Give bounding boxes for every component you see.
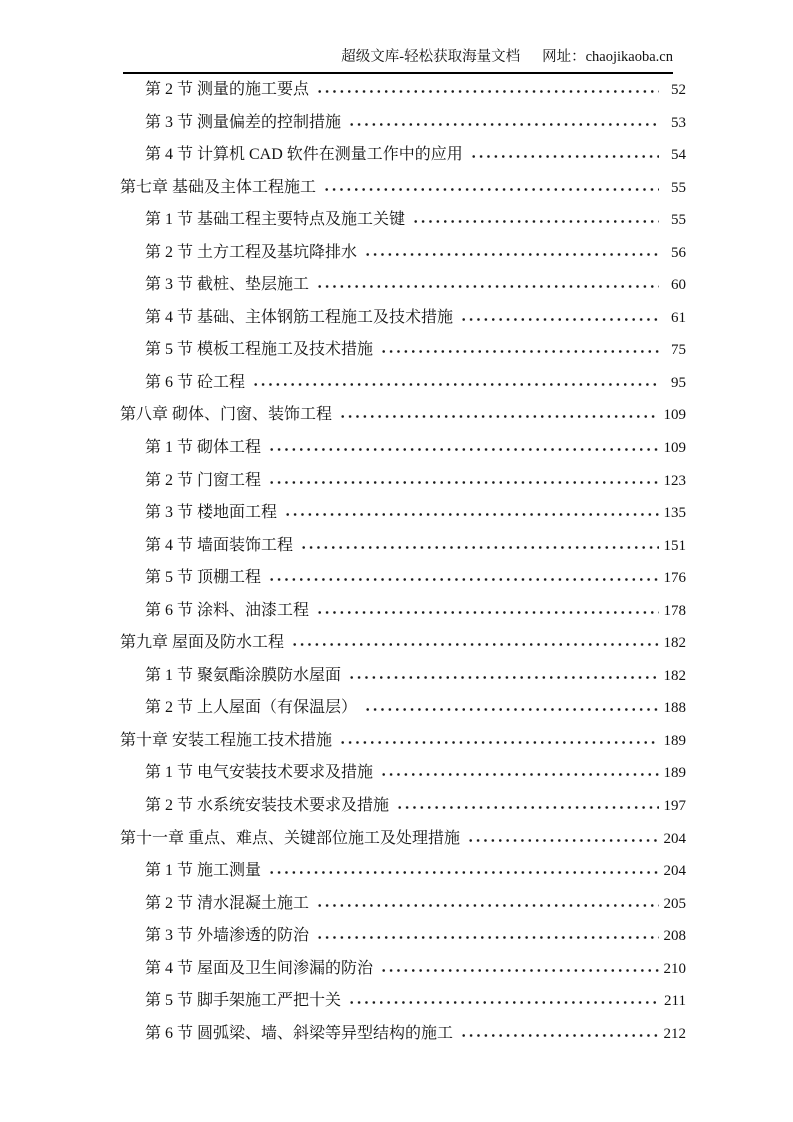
toc-entry-label: 第 2 节 水系统安装技术要求及措施 [145, 797, 390, 815]
dot-leader [380, 772, 658, 777]
toc-entry-label: 第 1 节 聚氨酯涂膜防水屋面 [145, 666, 342, 684]
dot-leader [348, 675, 658, 680]
toc-entry-label: 第 5 节 模板工程施工及技术措施 [145, 341, 374, 359]
toc-entry-label: 第 5 节 顶棚工程 [145, 569, 262, 587]
toc-entry-label: 第八章 砌体、门窗、装饰工程 [120, 406, 333, 424]
dot-leader [460, 1033, 658, 1038]
toc-entry[interactable] [120, 1018, 686, 1051]
dot-leader [268, 577, 658, 582]
dot-leader [252, 382, 659, 387]
toc-entry-page: 182 [663, 667, 686, 684]
dot-leader [467, 838, 658, 843]
toc-entry-label: 第 1 节 电气安装技术要求及措施 [145, 764, 374, 782]
toc-entry-page: 55 [671, 212, 686, 229]
toc-entry[interactable] [120, 269, 686, 302]
toc-entry[interactable] [120, 595, 686, 628]
toc-list [120, 74, 686, 1050]
toc-entry-page: 188 [663, 700, 686, 717]
dot-leader [268, 870, 658, 875]
toc-entry-label: 第九章 屋面及防水工程 [120, 634, 285, 652]
toc-entry-page: 53 [671, 114, 686, 131]
toc-entry-page: 61 [671, 309, 686, 326]
dot-leader [291, 642, 658, 647]
dot-leader [300, 545, 658, 550]
toc-entry-label: 第 2 节 清水混凝土施工 [145, 894, 310, 912]
site-label: 超级文库-轻松获取海量文档 [341, 49, 521, 65]
toc-entry-page: 178 [663, 602, 686, 619]
dot-leader [339, 414, 658, 419]
toc-entry[interactable] [120, 530, 686, 563]
toc-entry[interactable] [120, 725, 686, 758]
dot-leader [348, 122, 659, 127]
dot-leader [364, 252, 659, 257]
toc-entry-page: 189 [663, 765, 686, 782]
toc-entry-page: 204 [663, 863, 686, 880]
toc-entry-label: 第 3 节 截桩、垫层施工 [145, 276, 310, 294]
toc-entry-page: 123 [663, 472, 686, 489]
url-value[interactable]: chaojikaoba.cn [585, 49, 673, 65]
toc-entry[interactable] [120, 692, 686, 725]
dot-leader [268, 480, 658, 485]
dot-leader [316, 89, 659, 94]
toc-entry-label: 第 6 节 涂料、油漆工程 [145, 601, 310, 619]
toc-entry[interactable] [120, 627, 686, 660]
toc-entry[interactable] [120, 562, 686, 595]
toc-entry[interactable] [120, 334, 686, 367]
toc-entry-page: 208 [663, 928, 686, 945]
toc-entry-page: 189 [663, 732, 686, 749]
dot-leader [348, 1000, 659, 1005]
toc-entry-label: 第 4 节 屋面及卫生间渗漏的防治 [145, 959, 374, 977]
toc-entry-label: 第 2 节 上人屋面（有保温层） [145, 699, 358, 717]
toc-entry-label: 第 5 节 脚手架施工严把十关 [145, 992, 342, 1010]
toc-entry-page: 60 [671, 277, 686, 294]
toc-entry[interactable] [120, 399, 686, 432]
toc-entry-label: 第 1 节 基础工程主要特点及施工关键 [145, 211, 406, 229]
toc-entry-label: 第 6 节 砼工程 [145, 373, 246, 391]
toc-entry-page: 205 [663, 895, 686, 912]
toc-entry-page: 109 [663, 440, 686, 457]
toc-entry[interactable] [120, 367, 686, 400]
toc-entry[interactable] [120, 497, 686, 530]
toc-entry[interactable] [120, 237, 686, 270]
toc-entry[interactable] [120, 139, 686, 172]
toc-entry[interactable] [120, 888, 686, 921]
toc-entry-label: 第 2 节 测量的施工要点 [145, 81, 310, 98]
toc-entry-page: 211 [664, 993, 686, 1010]
dot-leader [412, 219, 659, 224]
dot-leader [284, 512, 658, 517]
dot-leader [396, 805, 658, 810]
toc-entry-page: 56 [671, 244, 686, 261]
toc-entry-page: 151 [663, 537, 686, 554]
watermark-header [123, 0, 673, 74]
toc-entry[interactable] [120, 74, 686, 107]
toc-entry-page: 135 [663, 505, 686, 522]
dot-leader [323, 187, 659, 192]
toc-entry-label: 第七章 基础及主体工程施工 [120, 178, 317, 196]
toc-entry-label: 第 6 节 圆弧梁、墙、斜梁等异型结构的施工 [145, 1024, 454, 1042]
toc-entry[interactable] [120, 855, 686, 888]
toc-entry[interactable] [120, 985, 686, 1018]
toc-entry-label: 第 4 节 基础、主体钢筋工程施工及技术措施 [145, 308, 454, 326]
toc-entry-label: 第 2 节 土方工程及基坑降排水 [145, 243, 358, 261]
dot-leader [380, 968, 658, 973]
dot-leader [460, 317, 659, 322]
dot-leader [380, 349, 659, 354]
toc-entry[interactable] [120, 204, 686, 237]
dot-leader [268, 447, 658, 452]
toc-entry-page: 210 [663, 960, 686, 977]
toc-entry-page: 55 [671, 179, 686, 196]
toc-entry-label: 第 3 节 外墙渗透的防治 [145, 927, 310, 945]
toc-entry[interactable] [120, 432, 686, 465]
dot-leader [470, 154, 659, 159]
toc-entry[interactable] [120, 790, 686, 823]
toc-entry[interactable] [120, 107, 686, 140]
dot-leader [339, 740, 658, 745]
toc-entry-page: 197 [663, 798, 686, 815]
toc-entry-page: 176 [663, 570, 686, 587]
toc-entry-label: 第 1 节 施工测量 [145, 862, 262, 880]
dot-leader [364, 707, 658, 712]
dot-leader [316, 935, 658, 940]
watermark-header-text [123, 48, 673, 72]
toc-entry[interactable] [120, 302, 686, 335]
toc-entry-page: 109 [663, 407, 686, 424]
toc-entry-page: 212 [663, 1025, 686, 1042]
toc-entry[interactable] [120, 172, 686, 205]
toc-entry-page: 54 [671, 147, 686, 164]
dot-leader [316, 610, 658, 615]
url-label: 网址： [542, 49, 586, 65]
toc-entry[interactable] [120, 660, 686, 693]
toc-entry-label: 第十一章 重点、难点、关键部位施工及处理措施 [120, 829, 461, 847]
toc-entry-page: 95 [671, 374, 686, 391]
toc-entry-page: 182 [663, 635, 686, 652]
toc-entry[interactable] [120, 953, 686, 986]
dot-leader [316, 903, 658, 908]
toc-entry-page: 75 [671, 342, 686, 359]
toc-entry-page: 204 [663, 830, 686, 847]
toc-entry-page: 52 [671, 82, 686, 98]
toc-entry-label: 第十章 安装工程施工技术措施 [120, 731, 333, 749]
toc-entry-label: 第 3 节 测量偏差的控制措施 [145, 113, 342, 131]
toc-entry[interactable] [120, 823, 686, 856]
toc-entry-label: 第 3 节 楼地面工程 [145, 504, 278, 522]
toc-entry[interactable] [120, 757, 686, 790]
toc-entry[interactable] [120, 465, 686, 498]
toc-entry-label: 第 4 节 计算机 CAD 软件在测量工作中的应用 [145, 146, 463, 164]
toc-entry-label: 第 4 节 墙面装饰工程 [145, 536, 294, 554]
toc-entry[interactable] [120, 920, 686, 953]
toc-entry-label: 第 1 节 砌体工程 [145, 439, 262, 457]
toc-entry-label: 第 2 节 门窗工程 [145, 471, 262, 489]
dot-leader [316, 284, 659, 289]
